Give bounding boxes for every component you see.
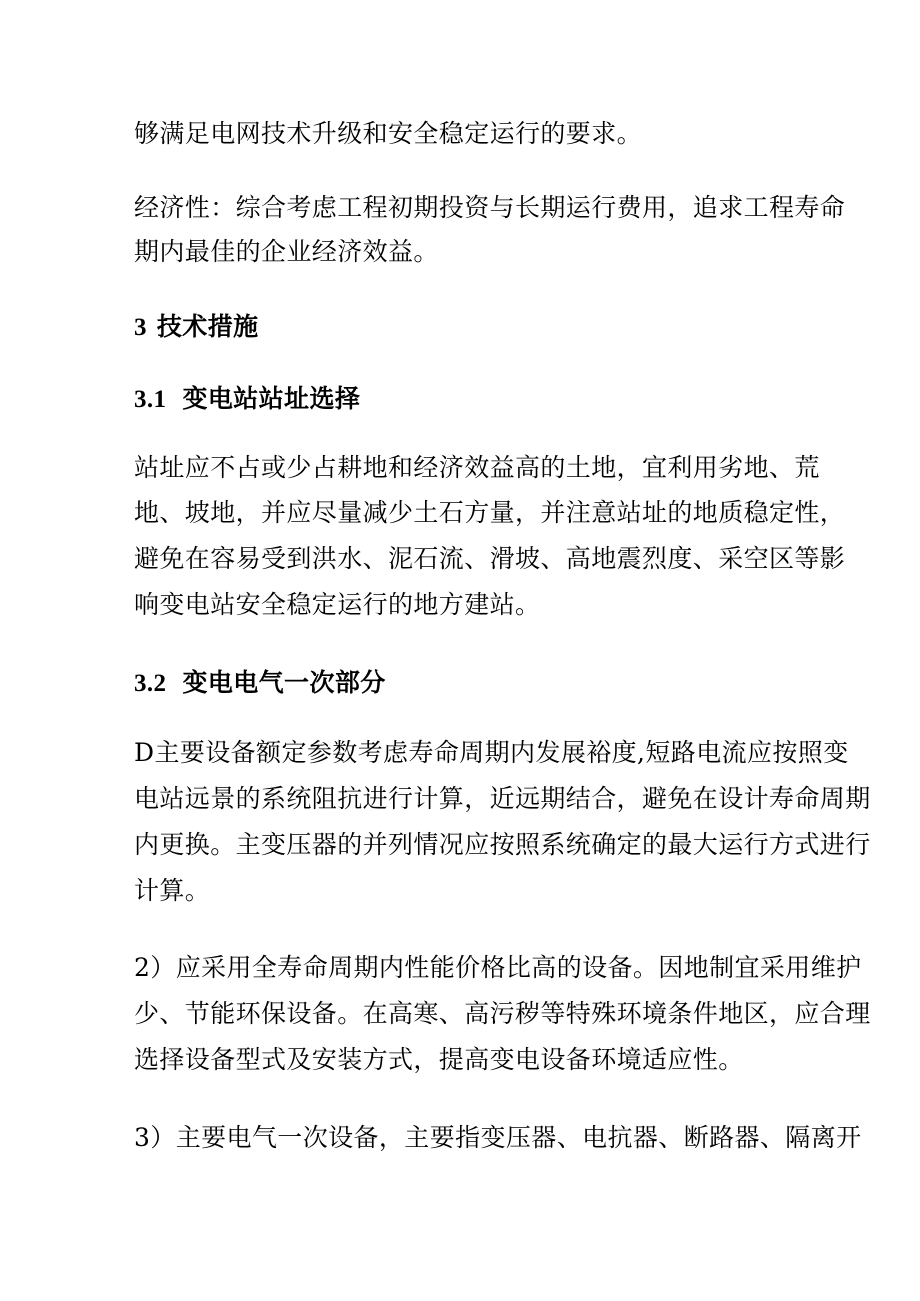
- paragraph-line: 计算。: [134, 876, 211, 905]
- paragraph-line: 避免在容易受到洪水、泥石流、滑坡、高地震烈度、采空区等影: [134, 544, 846, 573]
- paragraph-line: 地、坡地，并应尽量减少土石方量，并注意站址的地质稳定性，: [134, 498, 846, 527]
- section-heading-3: [134, 311, 259, 344]
- paragraph-line: D主要设备额定参数考虑寿命周期内发展裕度,短路电流应按照变: [134, 738, 849, 767]
- paragraph-line: 经济性：综合考虑工程初期投资与长期运行费用，追求工程寿命: [134, 193, 846, 222]
- paragraph-line: 站址应不占或少占耕地和经济效益高的土地，宜利用劣地、荒: [134, 453, 820, 482]
- paragraph-line: 选择设备型式及安装方式，提高变电设备环境适应性。: [134, 1045, 744, 1074]
- section-title: 变电电气一次部分: [182, 668, 386, 697]
- paragraph-line: 够满足电网技术升级和安全稳定运行的要求。: [134, 119, 643, 148]
- section-number: 3.1: [134, 386, 167, 413]
- paragraph-line: 少、节能环保设备。在高寒、高污秽等特殊环境条件地区，应合理: [134, 999, 871, 1028]
- section-title: 变电站站址选择: [182, 384, 361, 413]
- paragraph-line: 期内最佳的企业经济效益。: [134, 237, 439, 266]
- section-number: 3.2: [134, 670, 167, 697]
- paragraph-line: 响变电站安全稳定运行的地方建站。: [134, 590, 541, 619]
- section-heading-3-2: [134, 667, 386, 700]
- section-number: 3: [134, 314, 147, 341]
- paragraph-line: 3）主要电气一次设备，主要指变压器、电抗器、断路器、隔离开: [134, 1123, 862, 1152]
- paragraph-line: 电站远景的系统阻抗进行计算，近远期结合，避免在设计寿命周期: [134, 784, 871, 813]
- section-title: 技术措施: [156, 312, 259, 341]
- paragraph-line: 内更换。主变压器的并列情况应按照系统确定的最大运行方式进行: [134, 830, 871, 859]
- paragraph-line: 2）应采用全寿命周期内性能价格比高的设备。因地制宜采用维护: [134, 953, 862, 982]
- section-heading-3-1: [134, 383, 360, 416]
